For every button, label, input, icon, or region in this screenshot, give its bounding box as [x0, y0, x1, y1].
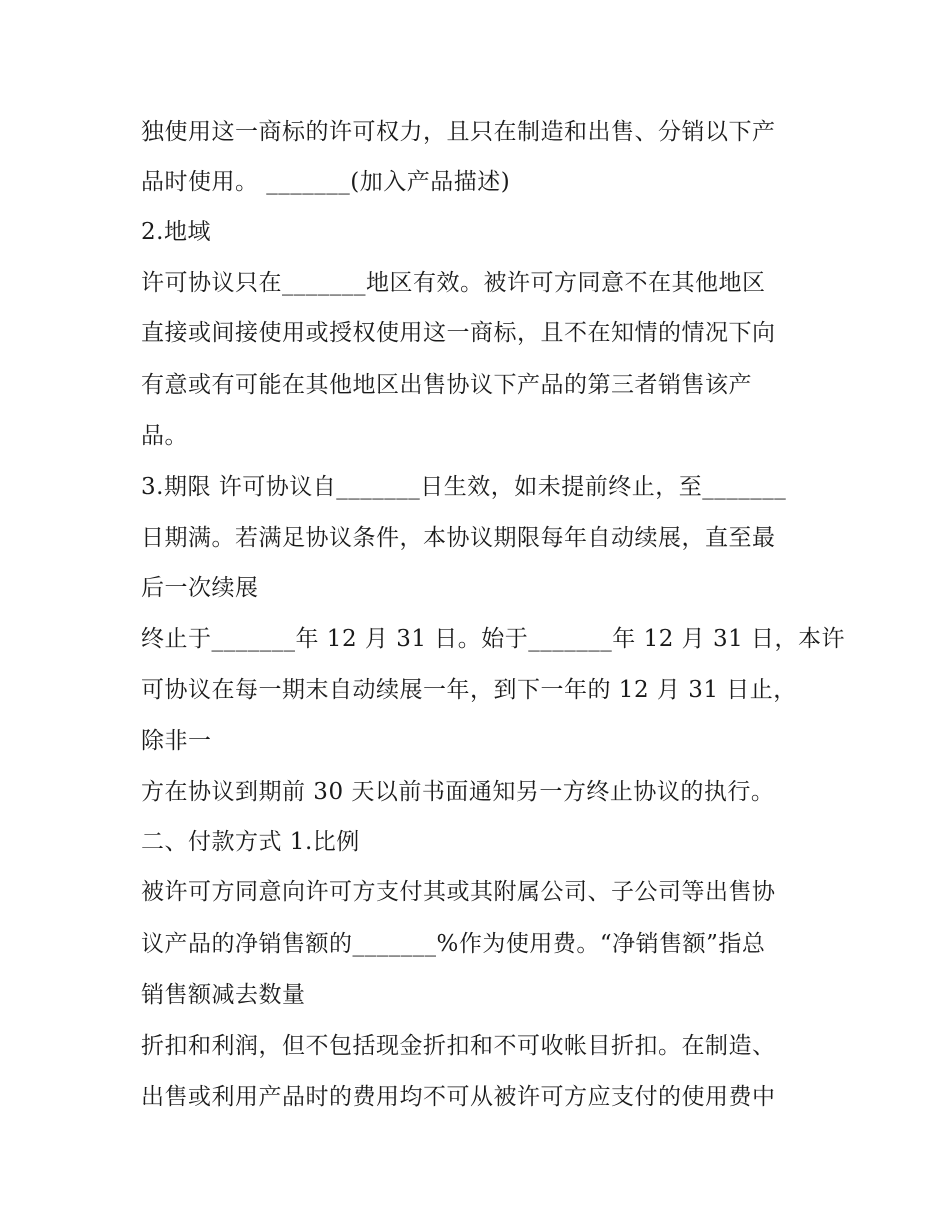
text-line: 独使用这一商标的许可权力，且只在制造和出售、分销以下产 [141, 119, 776, 145]
text-line: 除非一 [141, 728, 212, 754]
text-line: 议产品的净销售额的_______%作为使用费。“净销售额”指总 [141, 931, 766, 957]
text-line: 方在协议到期前 30 天以前书面通知另一方终止协议的执行。 [141, 779, 775, 805]
text-line: 后一次续展 [141, 575, 259, 601]
text-line: 终止于_______年 12 月 31 日。始于_______年 12 月 31 日，本许 [141, 626, 846, 652]
text-line: 日期满。若满足协议条件，本协议期限每年自动续展，直至最 [141, 525, 776, 551]
text-line: 品。 [141, 423, 188, 449]
text-line: 有意或有可能在其他地区出售协议下产品的第三者销售该产 [141, 372, 752, 398]
text-line: 被许可方同意向许可方支付其或其附属公司、子公司等出售协 [141, 879, 776, 905]
section-heading: 2.地域 [141, 219, 211, 245]
text-line: 可协议在每一期末自动续展一年，到下一年的 12 月 31 日止， [141, 677, 797, 703]
text-line: 直接或间接使用或授权使用这一商标，且不在知情的情况下向 [141, 320, 776, 346]
text-line: 出售或利用产品时的费用均不可从被许可方应支付的使用费中 [141, 1084, 776, 1110]
text-line: 品时使用。 _______(加入产品描述) [141, 169, 511, 195]
section-heading: 二、付款方式 1.比例 [141, 829, 360, 855]
text-line: 销售额减去数量 [141, 982, 306, 1008]
text-line: 许可协议只在_______地区有效。被许可方同意不在其他地区 [141, 270, 766, 296]
section-heading: 3.期限 许可协议自_______日生效，如未提前终止，至_______ [141, 474, 787, 500]
text-line: 折扣和利润，但不包括现金折扣和不可收帐目折扣。在制造、 [141, 1033, 776, 1059]
